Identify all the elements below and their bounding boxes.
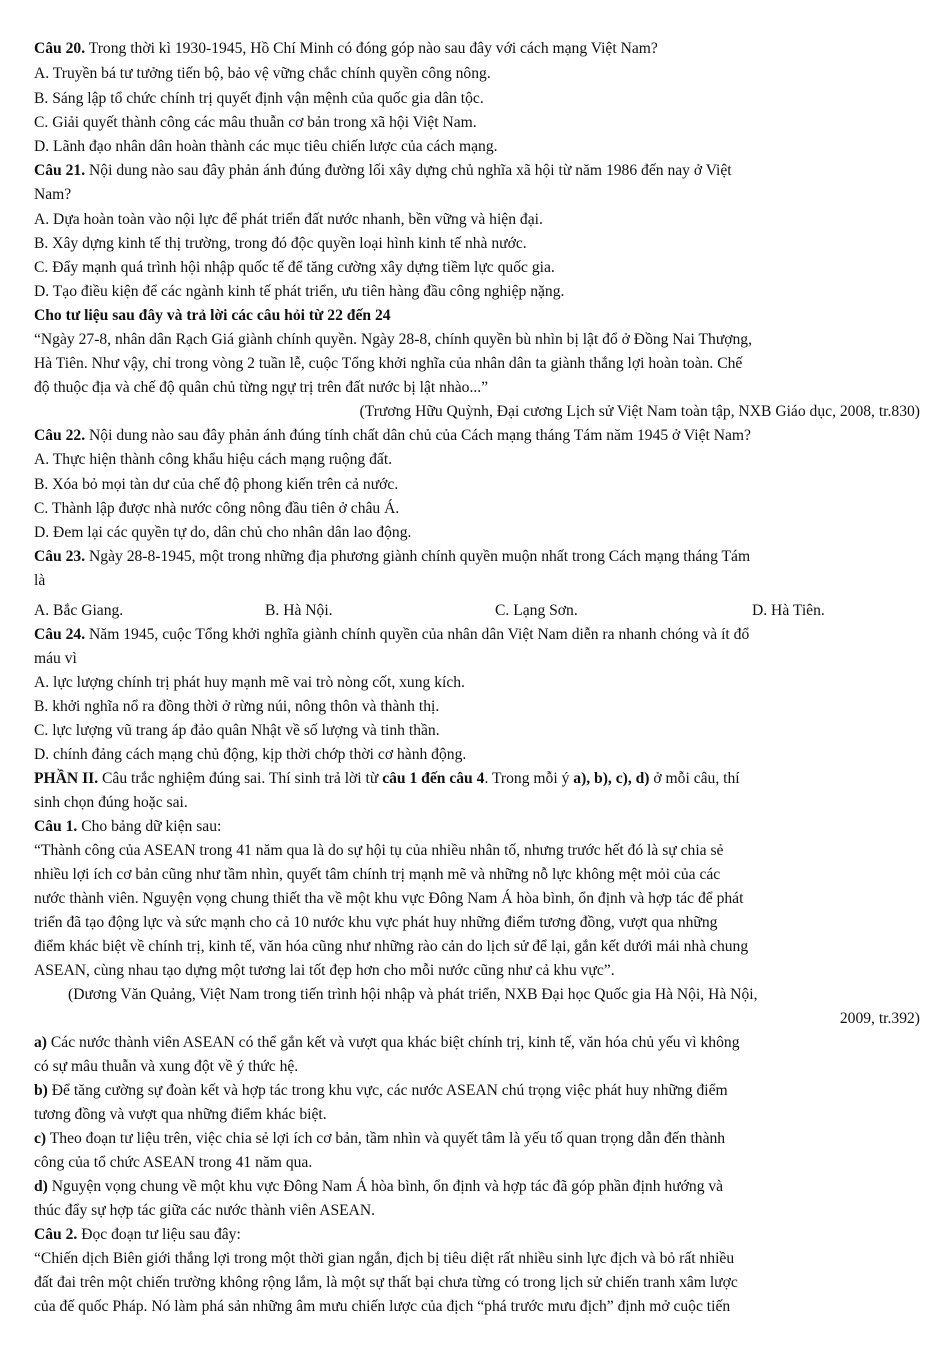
c1-stem <box>34 816 221 838</box>
c1-source: (Dương Văn Quảng, Việt Nam trong tiến trình hội nhập và phát triển, NXB Đại học Quốc gia Hà Nội, Hà Nội, <box>68 986 758 1003</box>
part2-text: ở mỗi câu, thí <box>649 770 740 787</box>
c1-item-b-cont: tương đồng và vượt qua những điểm khác biệt. <box>34 1106 327 1123</box>
passage1-line: độ thuộc địa và chế độ quân chủ từng ngự trị trên đất nước bị lật nhào...” <box>34 379 489 396</box>
q21-option-c: C. Đẩy mạnh quá trình hội nhập quốc tế để tăng cường xây dựng tiềm lực quốc gia. <box>34 259 555 276</box>
c2-stem <box>34 1224 241 1246</box>
q20-option-d: D. Lãnh đạo nhân dân hoàn thành các mục tiêu chiến lược của cách mạng. <box>34 138 498 155</box>
part2-instructions-cont: sinh chọn đúng hoặc sai. <box>34 794 188 811</box>
q23-option-c: C. Lạng Sơn. <box>495 602 578 619</box>
c1-item-b-label: b) <box>34 1082 48 1099</box>
c1-label: Câu 1. <box>34 818 78 835</box>
passage1-heading: Cho tư liệu sau đây và trả lời các câu hỏi từ 22 đến 24 <box>34 307 391 324</box>
c1-text: Cho bảng dữ kiện sau: <box>77 818 222 835</box>
q23-option-a: A. Bắc Giang. <box>34 602 124 619</box>
c1-item-a <box>34 1032 740 1054</box>
q24-option-c: C. lực lượng vũ trang áp đảo quân Nhật về số lượng và tinh thần. <box>34 722 440 739</box>
q21-option-d: D. Tạo điều kiện để các ngành kinh tế phát triển, ưu tiên hàng đầu công nghiệp nặng. <box>34 283 565 300</box>
c2-passage-line: “Chiến dịch Biên giới thắng lợi trong một thời gian ngắn, địch bị tiêu diệt rất nhiều sinh lực địch và bỏ rất nhiều <box>34 1250 735 1267</box>
q24-option-a: A. lực lượng chính trị phát huy mạnh mẽ vai trò nòng cốt, xung kích. <box>34 674 465 691</box>
c1-source-cont: 2009, tr.392) <box>839 1010 920 1027</box>
part2-text: . Trong mỗi ý <box>484 770 574 787</box>
q20-stem <box>34 38 658 60</box>
q24-option-b: B. khởi nghĩa nổ ra đồng thời ở rừng núi, nông thôn và thành thị. <box>34 698 440 715</box>
c1-passage-line: điểm khác biệt về chính trị, kinh tế, văn hóa cũng như những rào cản do lịch sử để lại, gắn kết dưới mái nhà chung <box>34 938 749 955</box>
part2-range: câu 1 đến câu 4 <box>382 770 485 787</box>
c2-passage-line: đất đai trên một chiến trường không rộng lắm, là một sự thất bại chưa từng có trong lịch sử chiến tranh xâm lược <box>34 1274 738 1291</box>
part2-label: PHẦN II. <box>34 770 99 787</box>
c1-item-c-text: Theo đoạn tư liệu trên, việc chia sẻ lợi ích cơ bản, tầm nhìn và quyết tâm là yếu tố quan trọng dẫn đến thành <box>46 1130 726 1147</box>
part2-items: a), b), c), d) <box>573 770 650 787</box>
q22-option-a: A. Thực hiện thành công khẩu hiệu cách mạng ruộng đất. <box>34 451 393 468</box>
c1-passage-line: nhiều lợi ích cơ bản cũng như tầm nhìn, quyết tâm chính trị mạnh mẽ và những nỗ lực không mệt mỏi của các <box>34 866 721 883</box>
passage1-source: (Trương Hữu Quỳnh, Đại cương Lịch sử Việt Nam toàn tập, NXB Giáo dục, 2008, tr.830) <box>359 403 920 420</box>
q22-option-c: C. Thành lập được nhà nước công nông đầu tiên ở châu Á. <box>34 500 400 517</box>
q24-text: Năm 1945, cuộc Tổng khởi nghĩa giành chính quyền của nhân dân Việt Nam diễn ra nhanh chóng và ít đổ <box>85 626 750 643</box>
c1-item-b <box>34 1080 728 1102</box>
q20-text: Trong thời kì 1930-1945, Hồ Chí Minh có đóng góp nào sau đây với cách mạng Việt Nam? <box>85 40 658 57</box>
c1-item-c-label: c) <box>34 1130 47 1147</box>
q22-stem <box>34 425 751 447</box>
q21-stem <box>34 160 732 182</box>
q24-stem <box>34 624 749 646</box>
q22-option-b: B. Xóa bỏ mọi tàn dư của chế độ phong kiến trên cả nước. <box>34 476 399 493</box>
q21-stem-cont: Nam? <box>34 186 72 203</box>
c1-passage-line: triển đã tạo động lực và sức mạnh cho cả 10 nước khu vực phát huy những điểm tương đồng, vượt qua những <box>34 914 718 931</box>
c2-passage-line: của đế quốc Pháp. Nó làm phá sản những âm mưu chiến lược của địch “phá trước mưu địch” định mở cuộc tiến <box>34 1298 731 1315</box>
q20-option-b: B. Sáng lập tổ chức chính trị quyết định vận mệnh của quốc gia dân tộc. <box>34 90 484 107</box>
q22-text: Nội dung nào sau đây phản ánh đúng tính chất dân chủ của Cách mạng tháng Tám năm 1945 ở Việt Nam? <box>85 427 751 444</box>
q24-stem-cont: máu vì <box>34 650 77 667</box>
c1-item-d-label: d) <box>34 1178 48 1195</box>
q21-option-b: B. Xây dựng kinh tế thị trường, trong đó độc quyền loại hình kinh tế nhà nước. <box>34 235 527 252</box>
q23-option-d: D. Hà Tiên. <box>752 602 825 619</box>
c1-item-c-cont: công của tổ chức ASEAN trong 41 năm qua. <box>34 1154 313 1171</box>
c2-text: Đọc đoạn tư liệu sau đây: <box>77 1226 241 1243</box>
c2-label: Câu 2. <box>34 1226 78 1243</box>
q21-text: Nội dung nào sau đây phản ánh đúng đường lối xây dựng chủ nghĩa xã hội từ năm 1986 đến nay ở Việt <box>85 162 732 179</box>
q23-stem-cont: là <box>34 572 46 589</box>
q20-option-c: C. Giải quyết thành công các mâu thuẫn cơ bản trong xã hội Việt Nam. <box>34 114 477 131</box>
passage1-line: Hà Tiên. Như vậy, chỉ trong vòng 2 tuần lễ, cuộc Tổng khởi nghĩa của nhân dân ta giành thắng lợi hoàn toàn. Chế <box>34 355 743 372</box>
part2-text: Câu trắc nghiệm đúng sai. Thí sinh trả lời từ <box>98 770 383 787</box>
q23-text: Ngày 28-8-1945, một trong những địa phương giành chính quyền muộn nhất trong Cách mạng tháng Tám <box>85 548 751 565</box>
c1-item-a-label: a) <box>34 1034 47 1051</box>
c1-passage-line: nước thành viên. Nguyện vọng chung thiết tha về một khu vực Đông Nam Á hòa bình, ổn định và hợp tác để phát <box>34 890 744 907</box>
q21-option-a: A. Dựa hoàn toàn vào nội lực để phát triển đất nước nhanh, bền vững và hiện đại. <box>34 211 543 228</box>
part2-instructions <box>34 768 740 790</box>
q23-label: Câu 23. <box>34 548 86 565</box>
c1-item-d-text: Nguyện vọng chung về một khu vực Đông Nam Á hòa bình, ổn định và hợp tác đã góp phần định hướng và <box>47 1178 724 1195</box>
q23-option-b: B. Hà Nội. <box>265 602 333 619</box>
c1-item-a-text: Các nước thành viên ASEAN có thể gắn kết và vượt qua khác biệt chính trị, kinh tế, văn hóa chủ yếu vì không <box>47 1034 740 1051</box>
q22-option-d: D. Đem lại các quyền tự do, dân chủ cho nhân dân lao động. <box>34 524 412 541</box>
c1-item-d <box>34 1176 723 1198</box>
c1-item-a-cont: có sự mâu thuẫn và xung đột về ý thức hệ. <box>34 1058 299 1075</box>
passage1-line: “Ngày 27-8, nhân dân Rạch Giá giành chính quyền. Ngày 28-8, chính quyền bù nhìn bị lật đổ ở Đồng Nai Thượng, <box>34 331 753 348</box>
c1-item-b-text: Để tăng cường sự đoàn kết và hợp tác trong khu vực, các nước ASEAN chú trọng việc phát huy những điểm <box>47 1082 728 1099</box>
c1-item-c <box>34 1128 725 1150</box>
q24-option-d: D. chính đảng cách mạng chủ động, kịp thời chớp thời cơ hành động. <box>34 746 467 763</box>
c1-passage-line: ASEAN, cùng nhau tạo dựng một tương lai tốt đẹp hơn cho mỗi nước cũng như cả khu vực”. <box>34 962 615 979</box>
c1-passage-line: “Thành công của ASEAN trong 41 năm qua là do sự hội tụ của nhiều nhân tố, nhưng trước hết đó là sự chia sẻ <box>34 842 724 859</box>
c1-item-d-cont: thúc đẩy sự hợp tác giữa các nước thành viên ASEAN. <box>34 1202 376 1219</box>
q24-label: Câu 24. <box>34 626 86 643</box>
q21-label: Câu 21. <box>34 162 86 179</box>
q23-stem <box>34 546 750 568</box>
q20-label: Câu 20. <box>34 40 86 57</box>
q20-option-a: A. Truyền bá tư tưởng tiến bộ, bảo vệ vững chắc chính quyền công nông. <box>34 65 491 82</box>
q22-label: Câu 22. <box>34 427 86 444</box>
